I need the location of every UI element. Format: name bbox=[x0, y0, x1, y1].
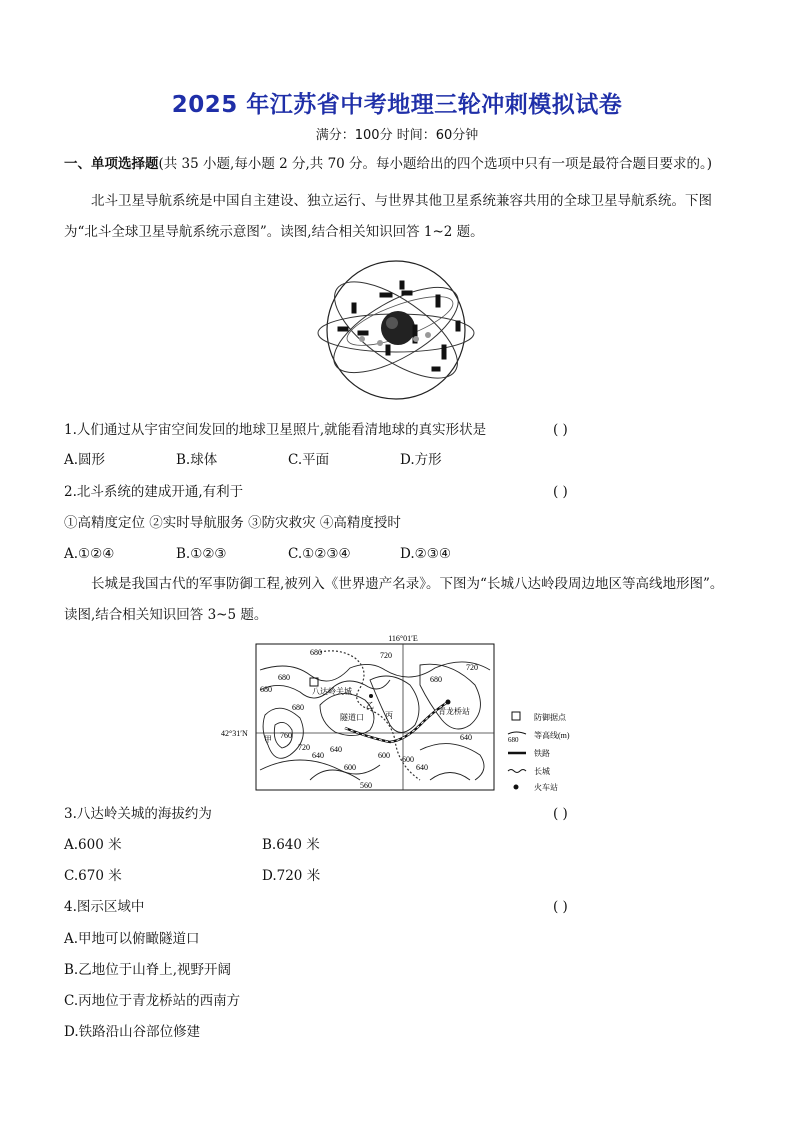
question-3-stem: 3.八达岭关城的海拔约为 bbox=[64, 806, 212, 822]
contour-label: 680 bbox=[430, 675, 442, 684]
answer-bracket-3: ( ) bbox=[553, 806, 568, 822]
q2-option-d: D.②③④ bbox=[400, 546, 451, 562]
contour-label: 680 bbox=[310, 648, 322, 657]
contour-label: 600 bbox=[378, 751, 390, 760]
intro-passage-2: 长城是我国古代的军事防御工程,被列入《世界遗产名录》。下图为“长城八达岭段周边地区等高线地形图”。读图,结合相关知识回答 3~5 题。 bbox=[64, 576, 724, 623]
section-title: 一、单项选择题 bbox=[64, 156, 159, 172]
label-bing: 丙 bbox=[385, 711, 393, 720]
longitude-label: 116°01′E bbox=[388, 634, 418, 643]
q3-option-c: C.670 米 bbox=[64, 868, 122, 884]
q1-option-d: D.方形 bbox=[400, 452, 442, 468]
contour-label: 560 bbox=[360, 781, 372, 790]
label-jia: 甲 bbox=[264, 735, 272, 744]
contour-label: 640 bbox=[312, 751, 324, 760]
contour-label: 760 bbox=[280, 731, 292, 740]
q2-option-c: C.①②③④ bbox=[288, 546, 351, 562]
page-title: 2025 年江苏省中考地理三轮冲刺模拟试卷 bbox=[171, 92, 623, 118]
q3-option-d: D.720 米 bbox=[262, 868, 321, 884]
legend-defense-icon bbox=[512, 712, 520, 720]
latitude-label: 42°31′N bbox=[221, 729, 248, 738]
score-time-info: 满分：100分 时间：60分钟 bbox=[315, 128, 479, 143]
contour-label: 600 bbox=[402, 755, 414, 764]
question-1-stem: 1.人们通过从宇宙空间发回的地球卫星照片,就能看清地球的真实形状是 bbox=[64, 422, 487, 438]
contour-label: 640 bbox=[460, 733, 472, 742]
contour-label: 640 bbox=[416, 763, 428, 772]
contour-label: 680 bbox=[278, 673, 290, 682]
q1-option-b: B.球体 bbox=[176, 452, 218, 468]
label-badaling-pass: 八达岭关城 bbox=[312, 687, 352, 696]
label-qinglongqiao-station: 青龙桥站 bbox=[438, 707, 470, 716]
q1-option-a: A.圆形 bbox=[64, 452, 106, 468]
question-4-stem: 4.图示区域中 bbox=[64, 899, 145, 915]
section-description: (共 35 小题,每小题 2 分,共 70 分。每小题给出的四个选项中只有一项是最符合题目要求的。) bbox=[158, 156, 713, 172]
q2-option-a: A.①②④ bbox=[64, 546, 115, 562]
contour-label: 720 bbox=[298, 743, 310, 752]
beidou-satellite-diagram bbox=[316, 255, 476, 405]
q4-option-c: C.丙地位于青龙桥站的西南方 bbox=[64, 993, 241, 1009]
map-legend bbox=[508, 712, 570, 792]
question-2-stem: 2.北斗系统的建成开通,有利于 bbox=[64, 484, 244, 500]
contour-label: 680 bbox=[292, 703, 304, 712]
legend-contour-icon bbox=[508, 732, 526, 734]
intro-passage-1: 北斗卫星导航系统是中国自主建设、独立运行、与世界其他卫星系统兼容共用的全球卫星导航系统。下图为“北斗全球卫星导航系统示意图”。读图,结合相关知识回答 1~2 题。 bbox=[64, 193, 712, 240]
legend-defense: 防御据点 bbox=[534, 713, 566, 722]
answer-bracket-2: ( ) bbox=[553, 484, 568, 500]
legend-station: 火车站 bbox=[534, 783, 558, 792]
legend-greatwall-icon bbox=[508, 770, 526, 773]
q4-option-d: D.铁路沿山谷部位修建 bbox=[64, 1024, 201, 1040]
q4-option-a: A.甲地可以俯瞰隧道口 bbox=[64, 931, 200, 947]
contour-label: 640 bbox=[330, 745, 342, 754]
q2-items: ①高精度定位 ②实时导航服务 ③防灾救灾 ④高精度授时 bbox=[64, 515, 401, 531]
legend-contour-sample: 680 bbox=[508, 736, 519, 744]
section-heading bbox=[64, 154, 712, 174]
answer-bracket-4: ( ) bbox=[553, 899, 568, 915]
contour-label: 720 bbox=[380, 651, 392, 660]
legend-station-icon bbox=[514, 785, 519, 790]
q3-option-a: A.600 米 bbox=[64, 837, 122, 853]
q3-option-b: B.640 米 bbox=[262, 837, 320, 853]
legend-contour: 等高线(m) bbox=[534, 731, 570, 740]
contour-label: 600 bbox=[344, 763, 356, 772]
q2-option-b: B.①②③ bbox=[176, 546, 227, 562]
q4-option-b: B.乙地位于山脊上,视野开阔 bbox=[64, 962, 232, 978]
legend-greatwall: 长城 bbox=[534, 767, 550, 776]
q1-option-c: C.平面 bbox=[288, 452, 330, 468]
label-yi: 乙 bbox=[366, 701, 374, 710]
contour-label: 680 bbox=[260, 685, 272, 694]
legend-railway: 铁路 bbox=[534, 749, 550, 758]
contour-label: 720 bbox=[466, 663, 478, 672]
label-tunnel-entrance: 隧道口 bbox=[340, 713, 364, 722]
answer-bracket-1: ( ) bbox=[553, 422, 568, 438]
badaling-contour-map bbox=[220, 630, 590, 796]
